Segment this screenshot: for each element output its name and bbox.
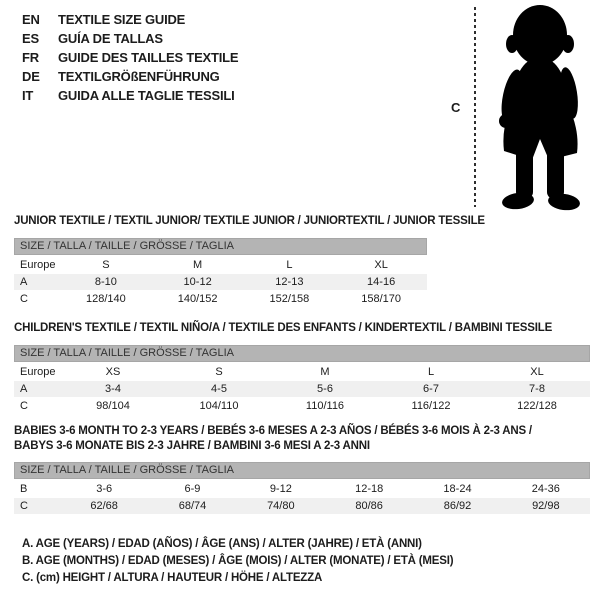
table-cell: L xyxy=(286,259,293,271)
size-table xyxy=(14,462,590,514)
table-cell: 104/110 xyxy=(199,400,239,412)
table-cell: M xyxy=(193,259,203,271)
table-cell: 116/122 xyxy=(411,400,451,412)
table-row xyxy=(14,481,590,497)
size-header-bar: SIZE / TALLA / TAILLE / GRÖSSE / TAGLIA xyxy=(14,345,590,362)
table-cell: 6-9 xyxy=(184,483,201,495)
row-label: A xyxy=(20,383,28,395)
table-cell: 128/140 xyxy=(85,293,126,305)
height-measure-label: C xyxy=(451,100,461,115)
table-row xyxy=(14,381,590,397)
lang-code: EN xyxy=(22,12,40,27)
table-cell: 14-16 xyxy=(367,276,396,288)
language-title-list xyxy=(22,10,238,105)
table-cell: 98/104 xyxy=(96,400,130,412)
table-cell: 80/86 xyxy=(355,500,383,512)
row-label: C xyxy=(20,400,28,412)
table-title: BABYS 3-6 MONATE BIS 2-3 JAHRE / BAMBINI 3-6 MESI A 2-3 ANNI xyxy=(14,440,370,452)
size-header-bar: SIZE / TALLA / TAILLE / GRÖSSE / TAGLIA xyxy=(14,238,427,255)
lang-row-es xyxy=(22,29,238,48)
lang-row-de xyxy=(22,67,238,86)
table-cell: 5-6 xyxy=(317,383,333,395)
table-cell: 92/98 xyxy=(532,500,560,512)
table-cell: XL xyxy=(374,259,388,271)
size-header-bar: SIZE / TALLA / TAILLE / GRÖSSE / TAGLIA xyxy=(14,462,590,479)
footnote-age-years: A. AGE (YEARS) / EDAD (AÑOS) / ÂGE (ANS) / ALTER (JAHRE) / ETÀ (ANNI) xyxy=(22,538,422,550)
footnote-age-months: B. AGE (MONTHS) / EDAD (MESES) / ÂGE (MOIS) / ALTER (MONATE) / ETÀ (MESI) xyxy=(22,555,454,567)
table-cell: 3-4 xyxy=(105,383,121,395)
table-row xyxy=(14,398,590,414)
lang-title: GUIDE DES TAILLES TEXTILE xyxy=(58,50,239,65)
table-cell: S xyxy=(215,366,223,378)
size-table-junior xyxy=(14,214,485,308)
lang-row-fr xyxy=(22,48,238,67)
size-table xyxy=(14,238,427,307)
table-cell: S xyxy=(102,259,110,271)
row-label: C xyxy=(20,293,28,305)
size-table xyxy=(14,345,590,414)
table-row xyxy=(14,257,427,273)
table-cell: 86/92 xyxy=(443,500,472,512)
table-cell: 8-10 xyxy=(94,276,117,288)
row-label: B xyxy=(20,483,28,495)
table-title: JUNIOR TEXTILE / TEXTIL JUNIOR/ TEXTILE JUNIOR / JUNIORTEXTIL / JUNIOR TESSILE xyxy=(14,215,485,227)
height-measure-dashed-line xyxy=(474,7,476,207)
row-label: Europe xyxy=(20,259,56,271)
table-cell: 24-36 xyxy=(531,483,560,495)
table-cell: 158/170 xyxy=(361,293,401,305)
lang-row-it xyxy=(22,86,238,105)
table-cell: L xyxy=(427,366,435,378)
table-cell: 12-13 xyxy=(275,276,304,288)
table-row xyxy=(14,291,427,307)
size-table-children xyxy=(14,321,590,415)
footnote-height-cm: C. (cm) HEIGHT / ALTURA / HAUTEUR / HÖHE / ALTEZZA xyxy=(22,572,323,584)
table-cell: M xyxy=(320,366,330,378)
lang-code: FR xyxy=(22,50,39,65)
lang-title: TEXTILE SIZE GUIDE xyxy=(58,12,186,27)
row-label: C xyxy=(20,500,28,512)
lang-title: GUIDA ALLE TAGLIE TESSILI xyxy=(58,88,235,103)
table-row xyxy=(14,274,427,290)
table-row xyxy=(14,498,590,514)
table-cell: 140/152 xyxy=(177,293,218,305)
table-cell: 18-24 xyxy=(443,483,472,495)
toddler-silhouette-image xyxy=(483,3,597,211)
table-cell: XL xyxy=(530,366,544,378)
row-label: Europe xyxy=(20,366,56,378)
size-table-babies xyxy=(14,424,590,515)
lang-row-en xyxy=(22,10,238,29)
legend-footnotes xyxy=(22,536,453,587)
table-cell: XS xyxy=(105,366,121,378)
table-cell: 110/116 xyxy=(305,400,345,412)
table-title: CHILDREN'S TEXTILE / TEXTIL NIÑO/A / TEXTILE DES ENFANTS / KINDERTEXTIL / BAMBINI TESSILE xyxy=(14,322,553,334)
table-cell: 7-8 xyxy=(529,383,545,395)
table-cell: 6-7 xyxy=(423,383,439,395)
table-cell: 62/68 xyxy=(90,500,118,512)
lang-title: GUÍA DE TALLAS xyxy=(58,31,163,46)
table-row xyxy=(14,364,590,380)
table-cell: 3-6 xyxy=(96,483,113,495)
lang-code: DE xyxy=(22,69,40,84)
table-cell: 68/74 xyxy=(178,500,207,512)
table-cell: 4-5 xyxy=(211,383,227,395)
table-cell: 9-12 xyxy=(269,483,292,495)
table-cell: 12-18 xyxy=(355,483,384,495)
table-cell: 152/158 xyxy=(269,293,310,305)
lang-code: ES xyxy=(22,31,39,46)
lang-title: TEXTILGRÖßENFÜHRUNG xyxy=(58,69,220,84)
table-title: BABIES 3-6 MONTH TO 2-3 YEARS / BEBÉS 3-6 MESES A 2-3 AÑOS / BÉBÉS 3-6 MOIS À 2-3 ANS / xyxy=(14,425,532,437)
table-cell: 74/80 xyxy=(267,500,295,512)
table-cell: 122/128 xyxy=(517,400,557,412)
lang-code: IT xyxy=(22,88,34,103)
table-cell: 10-12 xyxy=(183,276,212,288)
row-label: A xyxy=(20,276,28,288)
